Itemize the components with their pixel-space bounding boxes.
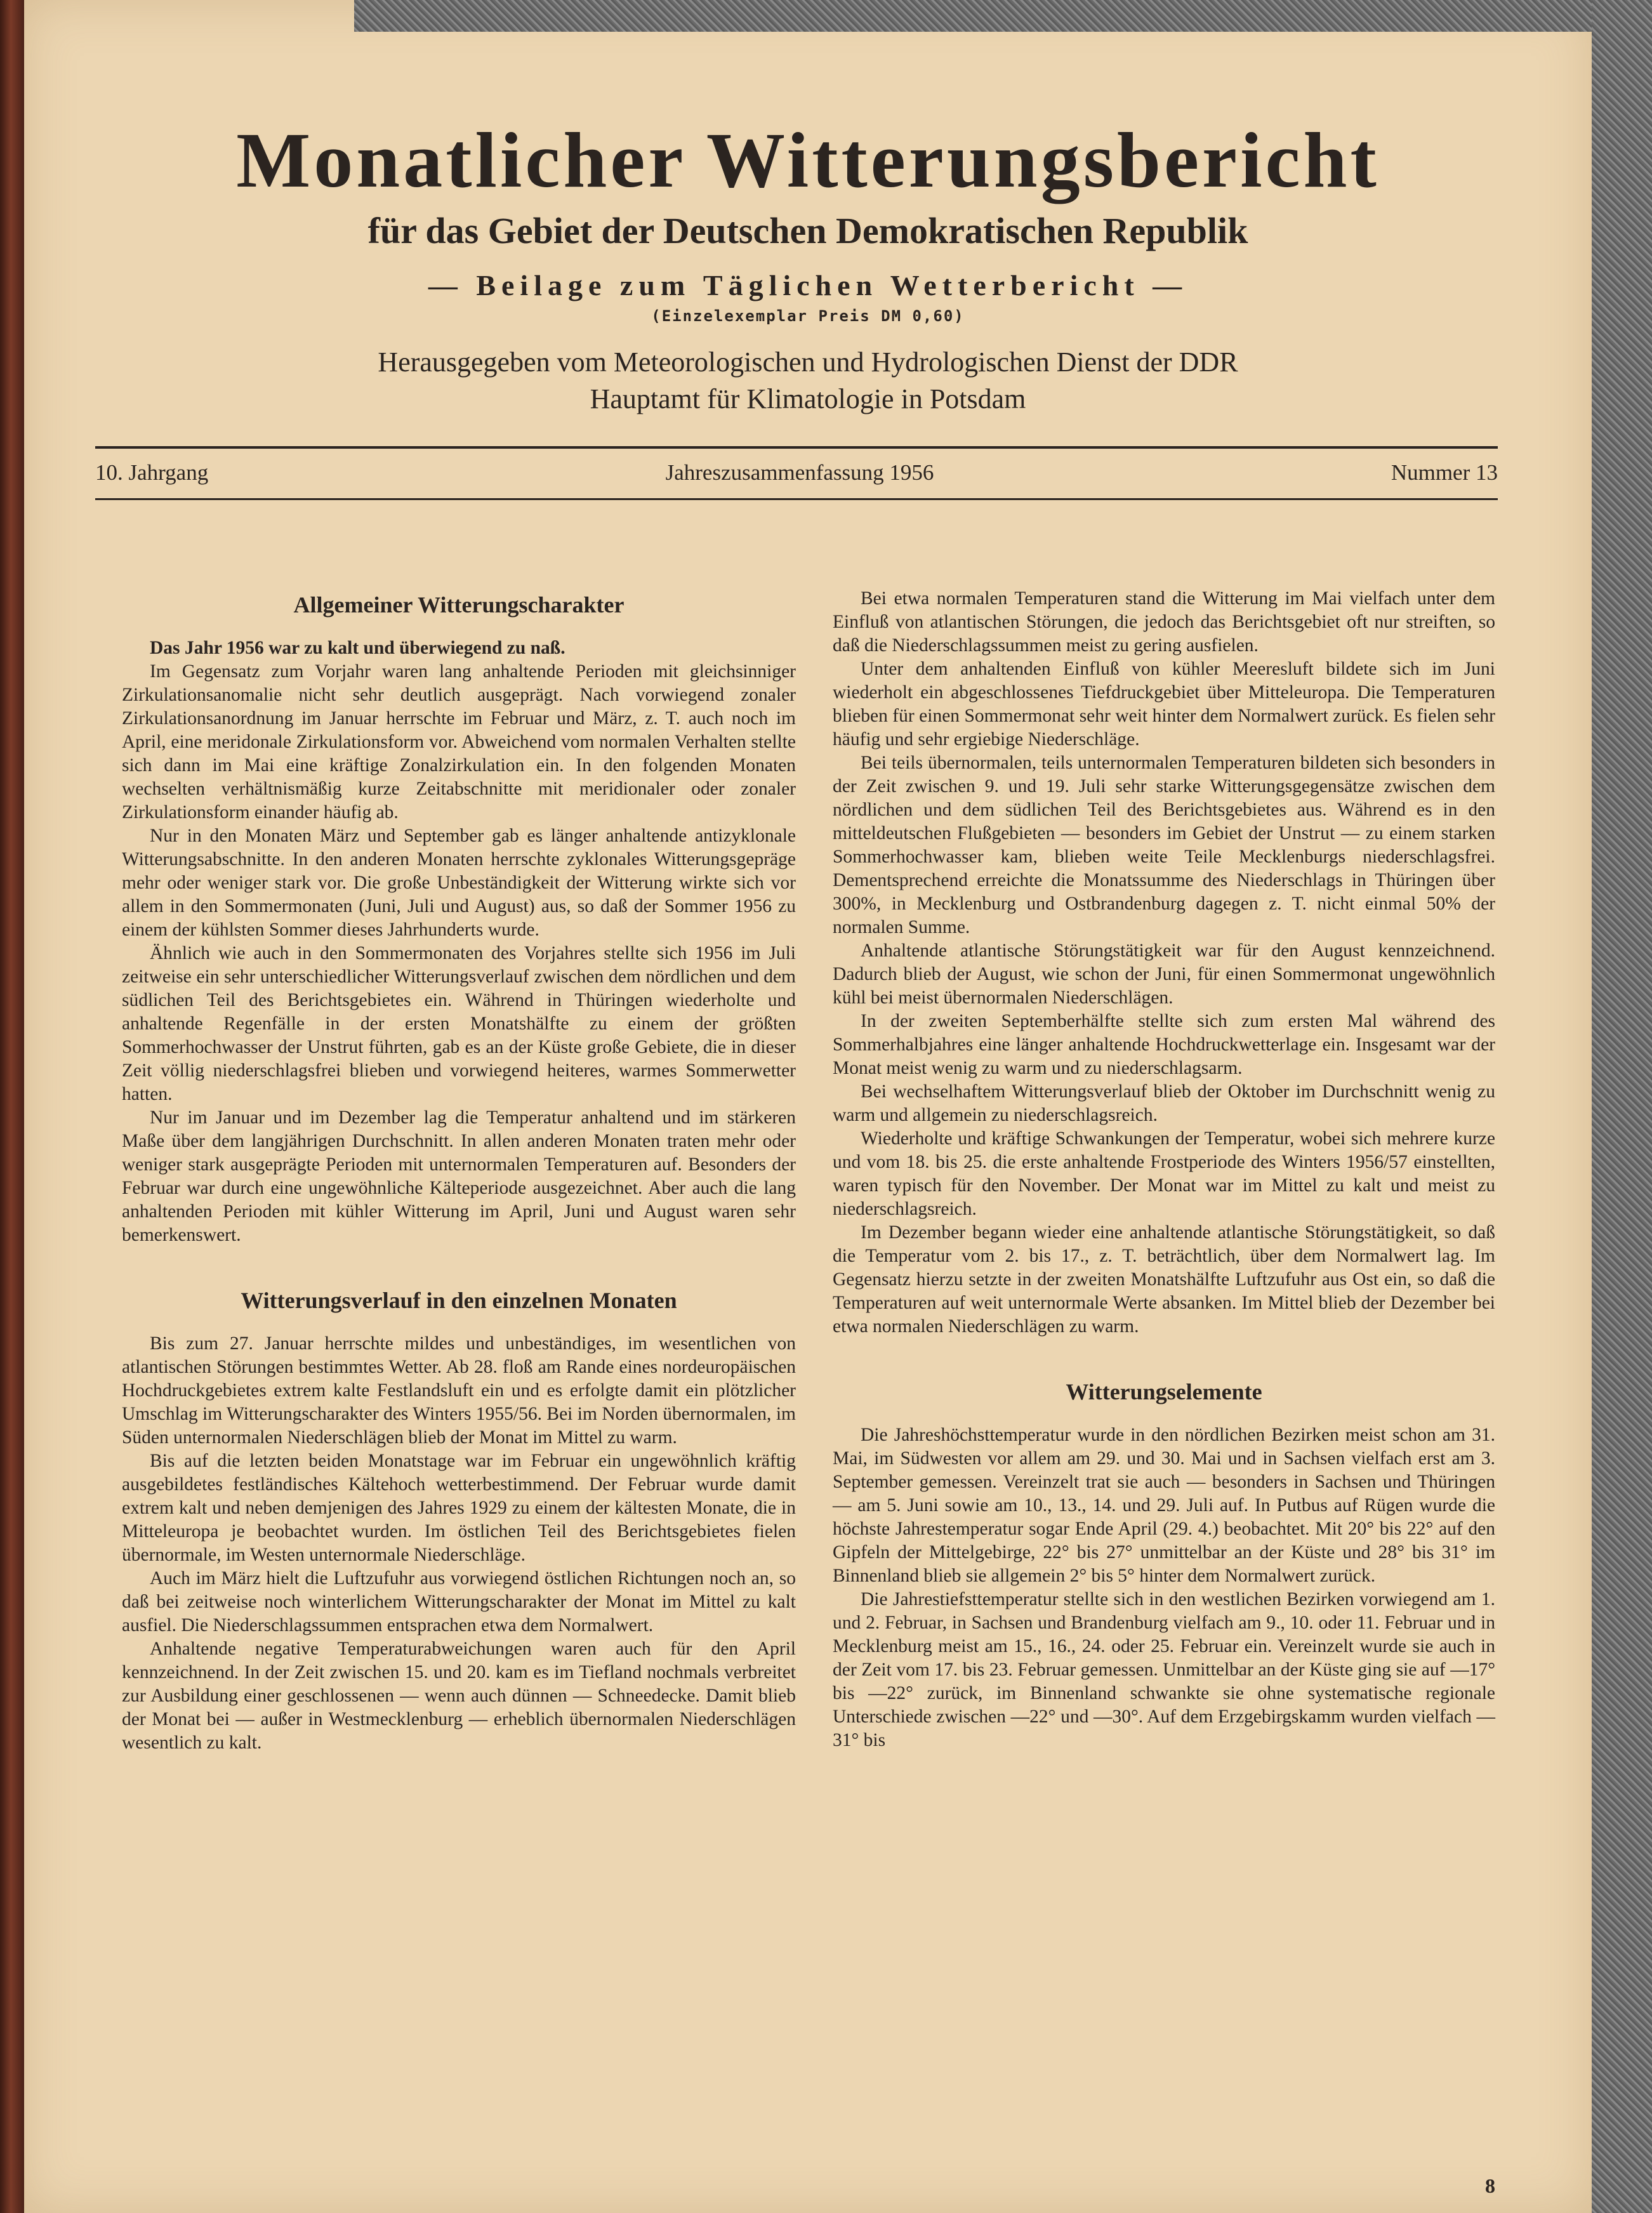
spine-edge xyxy=(354,0,1617,32)
paragraph: Nur in den Monaten März und September gab es länger anhaltende antizyklonale Witterungsabschnitte. In den anderen Monaten herrschte zyklonales Witterungsgepräge mehr oder weniger stark vor. Die große Unbeständigkeit der Witterung wirkte sich vor allem in den Sommermonaten (Juni, Juli und August) aus, so daß der Sommer 1956 zu einem der kühlsten Sommer dieses Jahrhunderts wurde. xyxy=(122,826,796,940)
paragraph: Auch im März hielt die Luftzufuhr aus vorwiegend östlichen Richtungen noch an, so daß bei zeitweise noch winterlichem Witterungscharakter der Monat im Mittel zu kalt ausfiel. Die Niederschlagssummen entsprachen etwa dem Normalwert. xyxy=(122,1568,796,1635)
paragraph: Anhaltende atlantische Störungstätigkeit war für den August kennzeichnend. Dadurch blieb der August, wie schon der Juni, für einen Sommermonat ungewöhnlich kühl bei meist übernormalen Niederschlägen. xyxy=(833,941,1495,1008)
divider-top xyxy=(95,446,1498,449)
publisher-line-1: Herausgegeben vom Meteorologischen und Hydrologischen Dienst der DDR xyxy=(378,346,1238,378)
paragraph: Anhaltende negative Temperaturabweichungen waren auch für den April kennzeichnend. In der Zeit zwischen 15. und 20. kam es im Tiefland nochmals verbreitet zur Ausbildung einer geschlossenen — wenn auch dünnen — Schneedecke. Damit blieb der Monat bei — außer in Westmecklenburg — erheblich übernormalen Niederschlägen wesentlich zu kalt. xyxy=(122,1639,796,1753)
paragraph: Bei etwa normalen Temperaturen stand die Witterung im Mai vielfach unter dem Einfluß von atlantischen Störungen, die jedoch das Berichtsgebiet oft nur streiften, so daß die Niederschlagssummen meist zu gering ausfielen. xyxy=(833,588,1495,656)
edition-label: Jahreszusammenfassung 1956 xyxy=(665,460,934,485)
issue-number: Nummer 13 xyxy=(1391,460,1498,485)
section-heading-elements: Witterungselemente xyxy=(1066,1379,1262,1404)
right-column xyxy=(833,587,1495,2097)
publisher xyxy=(24,344,1592,418)
paragraph: Die Jahreshöchsttemperatur wurde in den nördlichen Bezirken meist schon am 31. Mai, im Südwesten vor allem am 29. und 30. Mai und in Sachsen vielfach erst am 3. September gemessen. Vereinzelt trat sie auch — besonders in Sachsen und Thüringen — am 5. Juni sowie am 10., 13., 14. und 29. Juli auf. In Putbus auf Rügen wurde die höchste Jahrestemperatur sogar Ende April (29. 4.) beobachtet. Mit 20° bis 22° auf den Gipfeln der Mittelgebirge, 22° bis 27° unmittelbar an der Küste und 28° bis 31° im Binnenland blieb sie allgemein 2° bis 5° hinter dem Normalwert zurück. xyxy=(833,1425,1495,1586)
paragraph: Im Gegensatz zum Vorjahr waren lang anhaltende Perioden mit gleichsinniger Zirkulationsanomalie nicht sehr deutlich ausgeprägt. Nach vorwiegend zonaler Zirkulationsanordnung im Januar herrschte im Februar und März, z. T. auch noch im April, eine meridonale Zirkulationsform vor. Abweichend vom normalen Verhalten stellte sich dann im Mai eine kräftige Zonalzirkulation ein. In den folgenden Monaten wechselten verhältnismäßig kurze Zeitabschnitte mit meridionaler oder zonaler Zirkulationsform einander häufig ab. xyxy=(122,661,796,822)
paragraph: Die Jahrestiefsttemperatur stellte sich in den westlichen Bezirken vorwiegend am 1. und 2. Februar, in Sachsen und Brandenburg vielfach am 9., 10. oder 11. Februar und in Mecklenburg meist am 15., 16., 24. oder 25. Februar ein. Vereinzelt wurde sie auch in der Zeit vom 17. bis 23. Februar gemessen. Unmittelbar an der Küste ging sie auf —17° bis —22° zurück, im Binnenland schwankte sie ohne systematische regionale Unterschiede zwischen —22° und —30°. Auf dem Erzgebirgskamm wurden vielfach —31° bis xyxy=(833,1589,1495,1750)
subtitle: für das Gebiet der Deutschen Demokratischen Republik xyxy=(367,210,1248,252)
paragraph: Bis zum 27. Januar herrschte mildes und unbeständiges, im wesentlichen von atlantischen Störungen bestimmtes Wetter. Ab 28. floß am Rande eines nordeuropäischen Hochdruckgebietes extrem kalte Festlandsluft ein und es erfolgte damit ein plötzlicher Umschlag im Witterungscharakter des Winters 1955/56. Bei im Norden übernormalen, im Süden unternormalen Niederschlägen blieb der Monat im Mittel zu warm. xyxy=(122,1333,796,1448)
paragraph: Bei teils übernormalen, teils unternormalen Temperaturen bildeten sich besonders in der Zeit zwischen 9. und 19. Juli sehr starke Witterungsgegensätze zwischen dem nördlichen und dem südlichen Teil des Berichtsgebietes aus. Während es in den mitteldeutschen Flußgebieten — besonders im Gebiet der Unstrut — zu einem starken Sommerhochwasser kam, blieben weite Teile Mecklenburgs niederschlagsfrei. Dementsprechend erreichte die Monatssumme des Niederschlags in Thüringen über 300%, in Mecklenburg und Ostbrandenburg dagegen z. T. nicht einmal 50% der normalen Summe. xyxy=(833,753,1495,937)
left-column xyxy=(122,587,796,2097)
book-binding xyxy=(0,0,24,2213)
paragraph: Wiederholte und kräftige Schwankungen der Temperatur, wobei sich mehrere kurze und vom 18. bis 25. die erste anhaltende Frostperiode des Winters 1956/57 einstellten, waren typisch für den November. Der Monat war im Mittel zu kalt und meist zu niederschlagsreich. xyxy=(833,1128,1495,1219)
spine-edge-right xyxy=(1592,0,1652,2213)
section-heading-general: Allgemeiner Witterungscharakter xyxy=(293,592,624,618)
paragraph: Im Dezember begann wieder eine anhaltende atlantische Störungstätigkeit, so daß die Temperatur vom 2. bis 17., z. T. beträchtlich, über dem Normalwert lag. Im Gegensatz hierzu setzte in der zweiten Monatshälfte Luftzufuhr aus Ost ein, so daß die Temperaturen auf weit unternormale Werte absanken. Im Mittel blieb der Dezember bei etwa normalen Niederschlägen zu warm. xyxy=(833,1222,1495,1337)
masthead xyxy=(24,117,1592,418)
volume-label: 10. Jahrgang xyxy=(95,460,209,485)
section-heading-monthly: Witterungsverlauf in den einzelnen Monaten xyxy=(241,1288,677,1313)
page-title: Monatlicher Witterungsbericht xyxy=(236,117,1380,204)
page-number: 8 xyxy=(1485,2174,1495,2197)
paragraph: Unter dem anhaltenden Einfluß von kühler Meeresluft bildete sich im Juni wiederholt ein abgeschlossenes Tiefdruckgebiet über Mitteleuropa. Die Temperaturen blieben für einen Sommermonat sehr weit hinter dem Normalwert zurück. Es fielen sehr häufig und sehr ergiebige Niederschläge. xyxy=(833,659,1495,750)
price-note: (Einzelexemplar Preis DM 0,60) xyxy=(651,307,965,325)
paragraph: Bis auf die letzten beiden Monatstage war im Februar ein ungewöhnlich kräftig ausgebildetes festländisches Kältehoch wetterbestimmend. Der Februar wurde damit extrem kalt und neben demjenigen des Jahres 1929 zu einem der kältesten Monate, die in Mitteleuropa je beobachtet wurden. Im östlichen Teil des Berichtsgebietes fielen übernormale, im Westen unternormale Niederschläge. xyxy=(122,1451,796,1565)
paragraph: Bei wechselhaftem Witterungsverlauf blieb der Oktober im Durchschnitt wenig zu warm und allgemein zu niederschlagsreich. xyxy=(833,1081,1495,1125)
paragraph: Ähnlich wie auch in den Sommermonaten des Vorjahres stellte sich 1956 im Juli zeitweise ein sehr unterschiedlicher Witterungsverlauf zwischen dem nördlichen und dem südlichen Teil des Berichtsgebietes ein. Während in Thüringen wiederholte und anhaltende Regenfälle in der ersten Monatshälfte zu einem der größten Sommerhochwasser der Unstrut führten, gab es an der Küste große Gebiete, die in dieser Zeit völlig niederschlagsfrei blieben und vorwiegend heiteres, warmes Sommerwetter hatten. xyxy=(122,943,796,1104)
document-page xyxy=(24,0,1592,2213)
paragraph: In der zweiten Septemberhälfte stellte sich zum ersten Mal während des Sommerhalbjahres eine länger anhaltende Hochdruckwetterlage ein. Insgesamt war der Monat meist wenig zu warm und zu niederschlagsarm. xyxy=(833,1011,1495,1078)
issue-bar xyxy=(95,455,1498,491)
publisher-line-2: Hauptamt für Klimatologie in Potsdam xyxy=(590,383,1026,415)
divider-bottom xyxy=(95,498,1498,500)
lead-sentence: Das Jahr 1956 war zu kalt und überwiegend zu naß. xyxy=(150,638,565,658)
paragraph: Nur im Januar und im Dezember lag die Temperatur anhaltend und im stärkeren Maße über dem langjährigen Durchschnitt. In allen anderen Monaten traten mehr oder weniger stark ausgeprägte Perioden mit unternormalen Temperaturen auf. Besonders der Februar war durch eine ungewöhnliche Kälteperiode ausgezeichnet. Aber auch die lang anhaltenden Perioden mit kühler Witterung im April, Juni und August waren sehr bemerkenswert. xyxy=(122,1107,796,1245)
supplement-line: — Beilage zum Täglichen Wetterbericht — xyxy=(428,268,1188,301)
